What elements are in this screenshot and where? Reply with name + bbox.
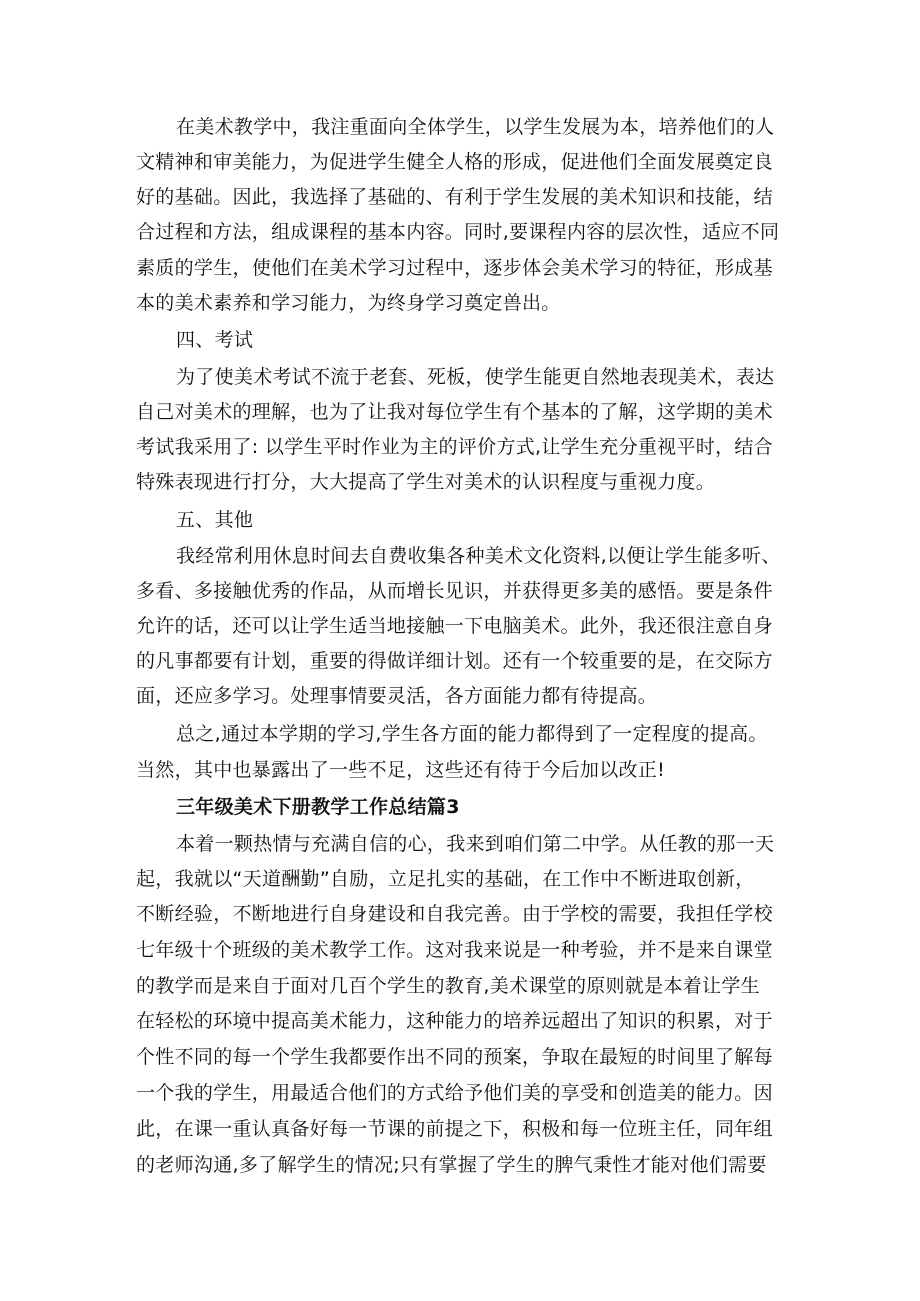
paragraph-line: 为了使美术考试不流于老套、死板，使学生能更自然地表现美术，表达 — [176, 366, 775, 388]
paragraph-line: 我经常利用休息时间去自费收集各种美术文化资料,以便让学生能多听、 — [176, 545, 781, 567]
paragraph-line: 合过程和方法，组成课程的基本内容。同时,要课程内容的层次性，适应不同 — [136, 221, 780, 243]
paragraph-line: 在轻松的环境中提高美术能力，这种能力的培养远超出了知识的积累，对于 — [136, 1010, 773, 1032]
paragraph-line: 一个我的学生，用最适合他们的方式给予他们美的享受和创造美的能力。因 — [136, 1082, 773, 1104]
paragraph-line: 此，在课一重认真备好每一节课的前提之下，积极和每一位班主任，同年组 — [136, 1118, 773, 1140]
paragraph-line: 的教学而是来自于面对几百个学生的教育,美术课堂的原则就是本着让学生 — [136, 975, 760, 997]
paragraph-line: 个性不同的每一个学生我都要作出不同的预案，争取在最短的时间里了解每 — [136, 1046, 773, 1068]
paragraph-line: 文精神和审美能力，为促进学生健全人格的形成，促进他们全面发展奠定良 — [136, 151, 773, 173]
section-heading: 四、考试 — [176, 329, 254, 351]
paragraph-line: 多看、多接触优秀的作品，从而增长见识，并获得更多美的感悟。要是条件 — [136, 580, 773, 602]
paragraph-line: 当然，其中也暴露出了一些不足，这些还有待于今后加以改正! — [136, 759, 666, 781]
paragraph-line: 总之,通过本学期的学习,学生各方面的能力都得到了一定程度的提高。 — [176, 723, 768, 745]
paragraph-line: 面，还应多学习。处理事情要灵活，各方面能力都有待提高。 — [136, 685, 658, 707]
paragraph-line: 起，我就以“天道酬勤”自励，立足扎实的基础，在工作中不断进取创新， — [136, 868, 755, 890]
paragraph-line: 本着一颗热情与充满自信的心，我来到咱们第二中学。从任教的那一天 — [176, 833, 775, 855]
paragraph-line: 素质的学生，使他们在美术学习过程中，逐步体会美术学习的特征，形成基 — [136, 257, 773, 279]
paragraph-line: 在美术教学中，我注重面向全体学生，以学生发展为本，培养他们的人 — [176, 116, 775, 138]
section-heading: 五、其他 — [176, 509, 254, 531]
paragraph-line: 考试我采用了: 以学生平时作业为主的评价方式,让学生充分重视平时，结合 — [136, 436, 773, 458]
paragraph-line: 好的基础。因此，我选择了基础的、有利于学生发展的美术知识和技能，结 — [136, 186, 773, 208]
paragraph-line: 的老师沟通,多了解学生的情况;只有掌握了学生的脾气秉性才能对他们需要 — [136, 1154, 767, 1176]
paragraph-line: 七年级十个班级的美术教学工作。这对我来说是一种考验，并不是来自课堂 — [136, 939, 773, 961]
paragraph-line: 特殊表现进行打分，大大提高了学生对美术的认识程度与重视力度。 — [136, 471, 716, 493]
paragraph-line: 的凡事都要有计划，重要的得做详细计划。还有一个较重要的是，在交际方 — [136, 650, 773, 672]
paragraph-line: 允许的话，还可以让学生适当地接触一下电脑美术。此外，我还很注意自身 — [136, 615, 773, 637]
paragraph-line: 本的美术素养和学习能力，为终身学习奠定兽出。 — [136, 292, 561, 314]
article-title: 三年级美术下册教学工作总结篇3 — [176, 796, 460, 818]
paragraph-line: 不断经验，不断地进行自身建设和自我完善。由于学校的需要，我担任学校 — [136, 903, 773, 925]
paragraph-line: 自己对美术的理解，也为了让我对每位学生有个基本的了解，这学期的美术 — [136, 401, 773, 423]
